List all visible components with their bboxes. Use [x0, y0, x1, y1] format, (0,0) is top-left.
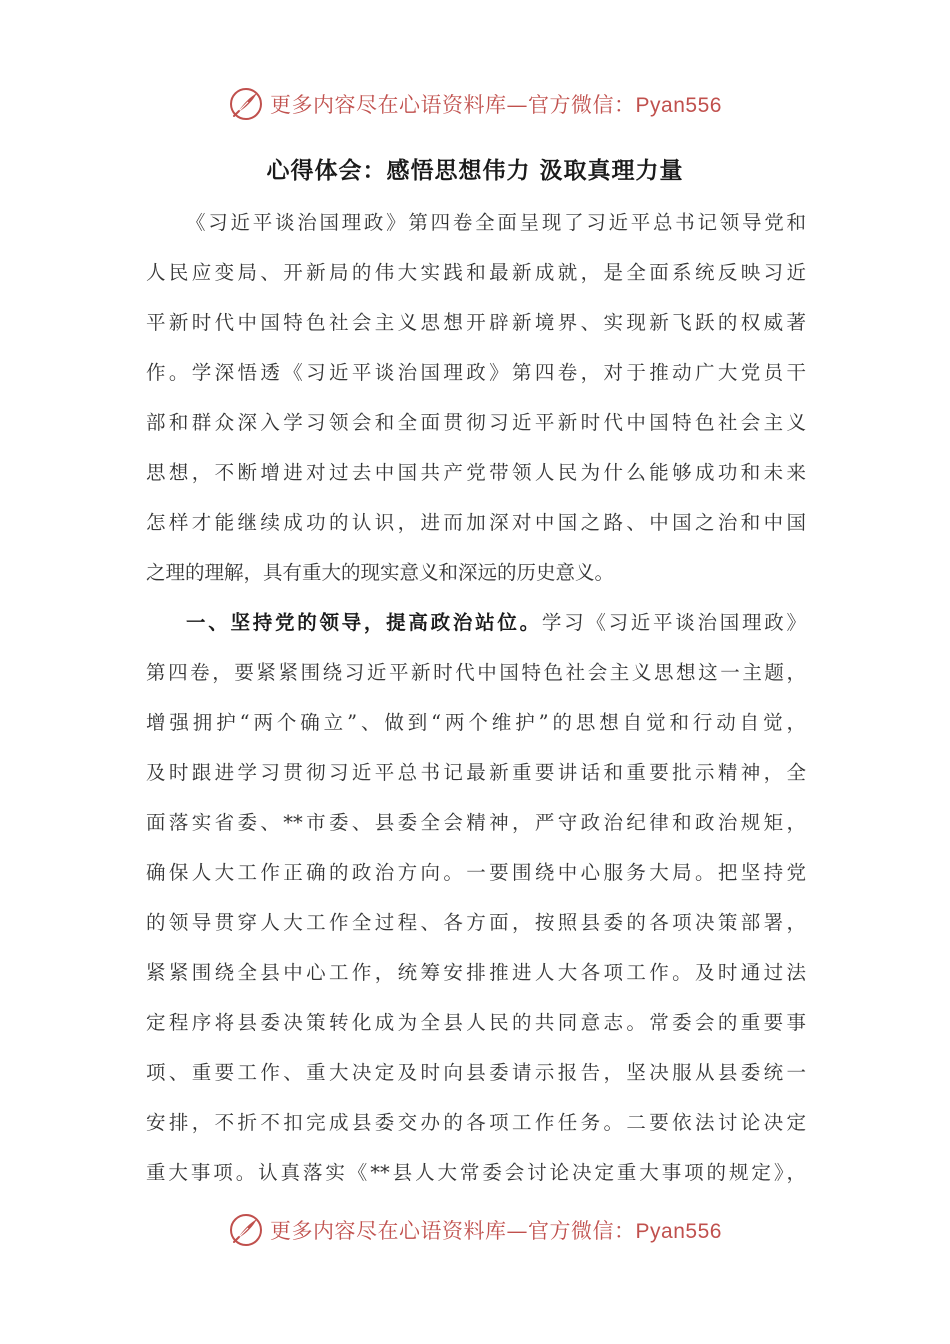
- section-heading: 一、坚持党的领导，提高政治站位。: [186, 611, 542, 634]
- paragraph-line: 确保人大工作正确的政治方向。一要围绕中心服务大局。把坚持党: [146, 861, 806, 884]
- paragraph-line: 怎样才能继续成功的认识，进而加深对中国之路、中国之治和中国: [146, 511, 806, 534]
- paragraph-line: 重大事项。认真落实《**县人大常委会讨论决定重大事项的规定》，: [146, 1161, 806, 1184]
- paragraph-line: 项、重要工作、重大决定及时向县委请示报告，坚决服从县委统一: [146, 1061, 806, 1084]
- paragraph-line: 安排，不折不扣完成县委交办的各项工作任务。二要依法讨论决定: [146, 1111, 806, 1134]
- watermark-text: 更多内容尽在心语资料库—官方微信：Pyan556: [270, 93, 722, 117]
- paragraph-line: 及时跟进学习贯彻习近平总书记最新重要讲话和重要批示精神，全: [146, 761, 806, 784]
- feather-pen-logo-icon: [228, 1212, 264, 1248]
- paragraph-line: 之理的理解，具有重大的现实意义和深远的历史意义。: [146, 561, 615, 584]
- paragraph-line: 第四卷，要紧紧围绕习近平新时代中国特色社会主义思想这一主题，: [146, 661, 806, 684]
- watermark-text: 更多内容尽在心语资料库—官方微信：Pyan556: [270, 1219, 722, 1243]
- paragraph-line: 增强拥护“两个确立”、做到“两个维护”的思想自觉和行动自觉，: [146, 711, 806, 734]
- paragraph-line: 紧紧围绕全县中心工作，统筹安排推进人大各项工作。及时通过法: [146, 961, 806, 984]
- paragraph-line: 《习近平谈治国理政》第四卷全面呈现了习近平总书记领导党和: [186, 211, 806, 234]
- paragraph-line: 作。学深悟透《习近平谈治国理政》第四卷，对于推动广大党员干: [146, 361, 806, 384]
- paragraph-line: 平新时代中国特色社会主义思想开辟新境界、实现新飞跃的权威著: [146, 311, 806, 334]
- paragraph-line: 部和群众深入学习领会和全面贯彻习近平新时代中国特色社会主义: [146, 411, 806, 434]
- section-heading-rest: 学习《习近平谈治国理政》: [541, 611, 806, 634]
- section-heading-line: [146, 598, 806, 648]
- paragraph-line: 思想，不断增进对过去中国共产党带领人民为什么能够成功和未来: [146, 461, 806, 484]
- paragraph-line: 的领导贯穿人大工作全过程、各方面，按照县委的各项决策部署，: [146, 911, 806, 934]
- paragraph-line: 面落实省委、**市委、县委全会精神，严守政治纪律和政治规矩，: [146, 811, 806, 834]
- paragraph-line: 定程序将县委决策转化成为全县人民的共同意志。常委会的重要事: [146, 1011, 806, 1034]
- feather-pen-logo-icon: [228, 86, 264, 122]
- document-body: [146, 198, 806, 1198]
- watermark-banner-bottom: [0, 1210, 950, 1250]
- watermark-banner-top: [0, 84, 950, 124]
- paragraph-line: 人民应变局、开新局的伟大实践和最新成就，是全面系统反映习近: [146, 261, 806, 284]
- watermark-wechat-id: Pyan556: [635, 94, 722, 117]
- watermark-wechat-id: Pyan556: [635, 1220, 722, 1243]
- document-title: 心得体会：感悟思想伟力 汲取真理力量: [266, 157, 684, 184]
